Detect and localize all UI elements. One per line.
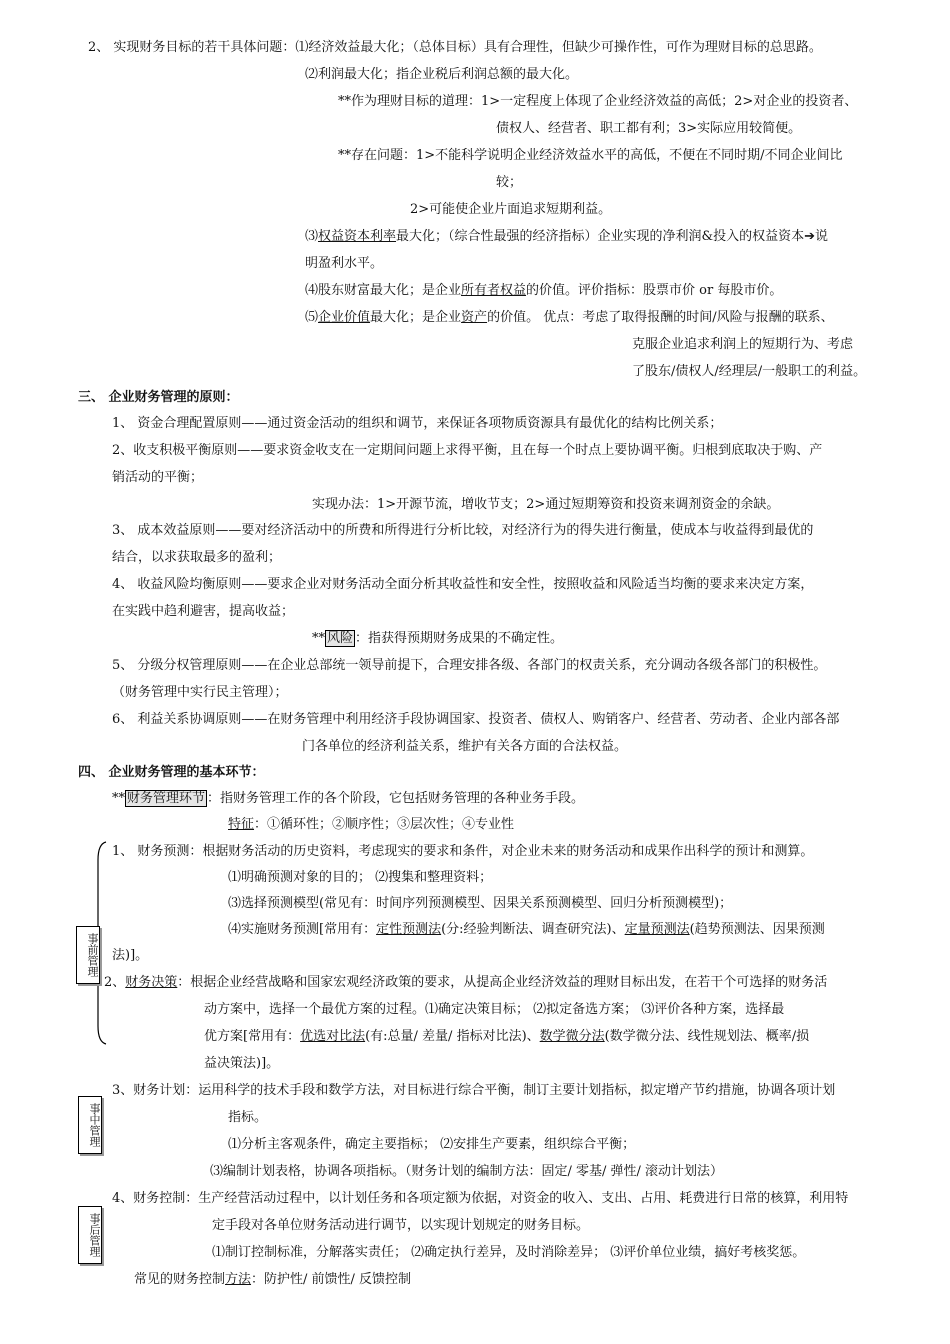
text-line: 在实践中趋利避害，提高收益； — [112, 604, 295, 619]
text-line — [134, 1271, 411, 1289]
text-line: 1、 财务预测：根据财务活动的历史资料，考虑现实的要求和条件，对企业未来的财务活动和成果作出科学的预计和测算。 — [112, 844, 814, 859]
text-line: 了股东/债权人/经理层/一般职工的利益。 — [632, 364, 867, 379]
text-line — [228, 921, 825, 939]
text-run: ⑷实施财务预测[常用有： — [228, 922, 377, 937]
text-run: ：防护性/ 前馈性/ 反馈控制 — [251, 1272, 412, 1287]
text-line: 定手段对各单位财务活动进行调节，以实现计划规定的财务目标。 — [212, 1218, 590, 1233]
underlined-term: 数学微分法 — [539, 1029, 605, 1044]
underlined-term: 定量预测法 — [624, 922, 690, 937]
text-line: 动方案中，选择一个最优方案的过程。⑴确定决策目标； ⑵拟定备选方案； ⑶评价各种方案，选择最 — [204, 1002, 785, 1017]
section-heading-4: 四、 企业财务管理的基本环节： — [78, 765, 265, 780]
text-line: ⑶编制计划表格，协调各项指标。（财务计划的编制方法：固定/ 零基/ 弹性/ 滚动计划法） — [210, 1164, 724, 1179]
text-line: 5、 分级分权管理原则——在企业总部统一领导前提下，合理安排各级、各部门的权责关系，充分调动各级各部门的积极性。 — [112, 658, 827, 673]
underlined-term: 财务决策 — [125, 975, 178, 990]
text-line — [312, 630, 563, 648]
text-line: 6、 利益关系协调原则——在财务管理中利用经济手段协调国家、投资者、债权人、购销客户、经营者、劳动者、企业内部各部 — [112, 712, 840, 727]
text-line: 4、财务控制：生产经营活动过程中，以计划任务和各项定额为依据，对资金的收入、支出、占用、耗费进行日常的核算，利用特 — [112, 1191, 849, 1206]
text-line: 1、 资金合理配置原则——通过资金活动的组织和调节，来保证各项物质资源具有最优化的结构比例关系； — [112, 416, 723, 431]
text-line: 3、财务计划：运用科学的技术手段和数学方法，对目标进行综合平衡，制订主要计划指标，拟定增产节约措施，协调各项计划 — [112, 1083, 836, 1098]
text-line — [104, 974, 827, 992]
text-line: ⑴制订控制标准，分解落实责任； ⑵确定执行差异，及时消除差异； ⑶评价单位业绩，搞好考核奖惩。 — [212, 1245, 806, 1260]
text-run: ：指获得预期财务成果的不确定性。 — [355, 631, 564, 646]
text-line: 明盈利水平。 — [305, 256, 384, 271]
text-line — [305, 282, 782, 300]
text-run: (有:总量/ 差量/ 指标对比法)、 — [365, 1029, 540, 1044]
text-run: 常见的财务控制 — [134, 1272, 226, 1287]
text-run: (趋势预测法、因果预测 — [689, 922, 825, 937]
text-line: ⑵利润最大化；指企业税后利润总额的最大化。 — [305, 67, 579, 82]
text-line: 2、 实现财务目标的若干具体问题：⑴经济效益最大化；（总体目标）具有合理性，但缺少可操作性，可作为理财目标的总思路。 — [88, 40, 822, 55]
text-line: **存在问题：1>不能科学说明企业经济效益水平的高低，不便在不同时期/不同企业间比 — [338, 148, 843, 163]
text-line — [204, 1028, 809, 1046]
text-run: 2、 — [104, 975, 126, 990]
text-line: 指标。 — [228, 1110, 268, 1125]
text-line — [305, 309, 834, 327]
text-line: 2>可能使企业片面追求短期利益。 — [410, 202, 612, 217]
side-label-post-management: 事后管理 — [78, 1206, 102, 1264]
side-label-mid-management: 事中管理 — [78, 1096, 102, 1154]
text-line: 益决策法)]。 — [204, 1056, 280, 1071]
text-run: ：①循环性；②顺序性；③层次性；④专业性 — [254, 817, 515, 832]
text-run: ** — [112, 791, 125, 806]
underlined-term: 定性预测法 — [376, 922, 442, 937]
text-run: (数学微分法、线性规划法、概率/损 — [604, 1029, 810, 1044]
underlined-term: 方法 — [225, 1272, 252, 1287]
text-line: 实现办法：1>开源节流，增收节支；2>通过短期筹资和投资来调剂资金的余缺。 — [312, 497, 780, 512]
text-line: （财务管理中实行民主管理）； — [112, 685, 288, 700]
text-run: ⑷股东财富最大化；是企业 — [305, 283, 462, 298]
underlined-term: 特征 — [228, 817, 255, 832]
underlined-term: 资产 — [461, 310, 488, 325]
text-line: 法)]。 — [112, 948, 149, 963]
text-line: 门各单位的经济利益关系，维护有关各方面的合法权益。 — [302, 739, 628, 754]
underlined-term: 企业价值 — [318, 310, 371, 325]
text-line: 4、 收益风险均衡原则——要求企业对财务活动全面分析其收益性和安全性，按照收益和风险适当均衡的要求来决定方案， — [112, 577, 814, 592]
text-line: 债权人、经营者、职工都有利；3>实际应用较简便。 — [496, 121, 802, 136]
side-label-pre-management: 事前管理 — [76, 926, 100, 984]
boxed-term: 财务管理环节 — [127, 791, 206, 806]
underlined-term: 所有者权益 — [461, 283, 527, 298]
text-line — [112, 790, 584, 808]
text-run: 最大化；（综合性最强的经济指标）企业实现的净利润&投入的权益资本➔说 — [396, 229, 828, 244]
text-line: 结合，以求获取最多的盈利； — [112, 550, 282, 565]
text-line — [305, 228, 828, 246]
text-run: ：指财务管理工作的各个阶段，它包括财务管理的各种业务手段。 — [207, 791, 585, 806]
text-run: 的价值。评价指标：股票市价 or 每股市价。 — [526, 283, 783, 298]
underlined-term: 权益资本利率 — [318, 229, 397, 244]
text-run: ⑶ — [305, 229, 319, 244]
text-line: ⑴明确预测对象的目的； ⑵搜集和整理资料； — [228, 870, 493, 885]
text-line: ⑴分析主客观条件，确定主要指标； ⑵安排生产要素，组织综合平衡； — [228, 1137, 636, 1152]
boxed-term: 风险 — [327, 631, 354, 646]
text-line: **作为理财目标的道理：1>一定程度上体现了企业经济效益的高低；2>对企业的投资者、 — [338, 94, 858, 109]
text-run: ⑸ — [305, 310, 319, 325]
text-line: 克服企业追求利润上的短期行为、考虑 — [632, 337, 854, 352]
underlined-term: 优选对比法 — [300, 1029, 366, 1044]
text-run: (分:经验判断法、调查研究法)、 — [441, 922, 625, 937]
text-line — [228, 816, 514, 834]
text-line: 3、 成本效益原则——要对经济活动中的所费和所得进行分析比较，对经济行为的得失进行衡量，使成本与收益得到最优的 — [112, 523, 814, 538]
text-run: ** — [312, 631, 325, 646]
text-run: 的价值。 优点：考虑了取得报酬的时间/风险与报酬的联系、 — [487, 310, 834, 325]
text-line: 销活动的平衡； — [112, 470, 204, 485]
text-line: 较； — [496, 175, 523, 190]
text-run: ：根据企业经营战略和国家宏观经济政策的要求，从提高企业经济效益的理财目标出发，在若干个可选择的财务活 — [177, 975, 828, 990]
text-line: 2、收支积极平衡原则——要求资金收支在一定期间问题上求得平衡，且在每一个时点上要协调平衡。归根到底取决于购、产 — [112, 443, 823, 458]
section-heading-3: 三、 企业财务管理的原则： — [78, 390, 239, 405]
text-run: 优方案[常用有： — [204, 1029, 301, 1044]
text-line: ⑶选择预测模型(常见有：时间序列预测模型、因果关系预测模型、回归分析预测模型)； — [228, 896, 733, 911]
text-run: 最大化；是企业 — [370, 310, 462, 325]
